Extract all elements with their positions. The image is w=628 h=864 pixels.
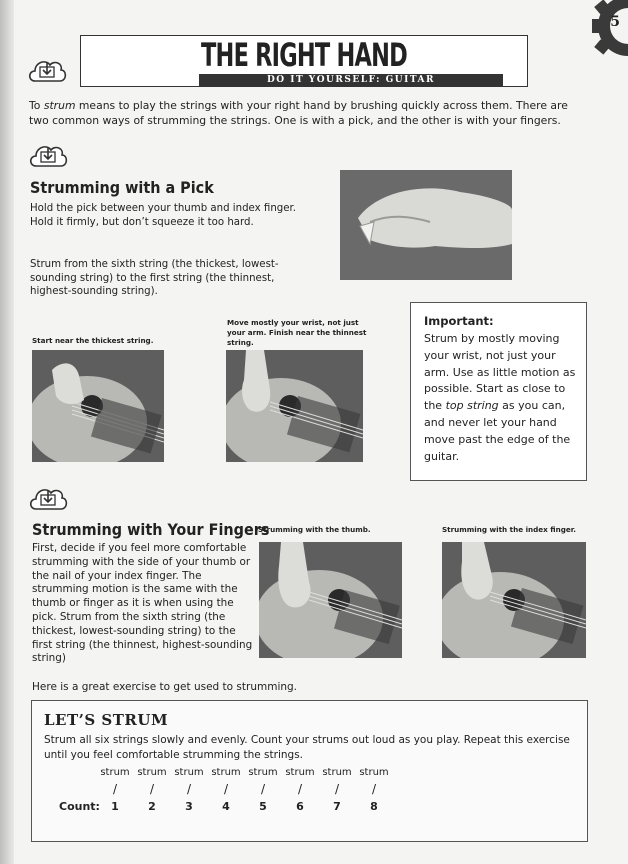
caption-move-wrist: Move mostly your wrist, not just your arm. Finish near the thinnest string.	[227, 318, 367, 347]
strum-label: strum	[174, 767, 204, 778]
strum-slash: /	[334, 782, 340, 796]
count-number: 5	[259, 800, 267, 813]
strum-finish-photo	[226, 350, 363, 462]
gear-icon	[582, 0, 628, 70]
strum-slash: /	[371, 782, 377, 796]
strum-label: strum	[137, 767, 167, 778]
count-number: 6	[296, 800, 304, 813]
strum-label: strum	[359, 767, 389, 778]
strum-label: strum	[248, 767, 278, 778]
strum-label: strum	[322, 767, 352, 778]
index-strum-photo	[442, 542, 586, 658]
download-cloud-icon[interactable]	[27, 480, 69, 514]
thumb-strum-photo	[259, 542, 402, 658]
count-number: 7	[333, 800, 341, 813]
pick-grip-photo	[340, 170, 512, 280]
intro-paragraph: To strum means to play the strings with your right hand by brushing quickly across them. There are two common ways of strumming the strings. One is with a pick, and the other is with your fingers.	[29, 99, 568, 127]
strum-term: strum	[43, 99, 76, 112]
book-subtitle: DO IT YOURSELF: GUITAR	[199, 74, 503, 86]
count-number: 2	[148, 800, 156, 813]
strum-slash: /	[297, 782, 303, 796]
chapter-title-box	[80, 35, 528, 87]
strum-label: strum	[100, 767, 130, 778]
exercise-intro: Here is a great exercise to get used to strumming.	[32, 681, 298, 693]
count-number: 3	[185, 800, 193, 813]
pick-instructions: Hold the pick between your thumb and index finger. Hold it firmly, but don’t squeeze it too hard.	[30, 203, 297, 228]
download-cloud-icon[interactable]	[26, 52, 68, 86]
chapter-title: THE RIGHT HAND	[201, 36, 407, 74]
important-note-box	[410, 302, 587, 481]
download-cloud-icon[interactable]	[27, 137, 69, 171]
lets-strum-exercise	[31, 700, 588, 842]
strum-slash: /	[260, 782, 266, 796]
strum-label: strum	[211, 767, 241, 778]
strum-slash: /	[149, 782, 155, 796]
count-number: 1	[111, 800, 119, 813]
count-number: 8	[370, 800, 378, 813]
fingers-section-heading: Strumming with Your Fingers	[32, 520, 270, 539]
caption-thumb: Strumming with the thumb.	[258, 525, 371, 534]
pick-section-heading: Strumming with a Pick	[30, 178, 214, 197]
strum-label: strum	[285, 767, 315, 778]
exercise-instructions: Strum all six strings slowly and evenly. Count your strums out loud as you play. Repeat this exercise until you feel comfortable strumming the strings.	[44, 734, 570, 761]
caption-start-thick-string: Start near the thickest string.	[32, 336, 154, 345]
strum-start-photo	[32, 350, 164, 462]
strum-slash: /	[223, 782, 229, 796]
caption-index-finger: Strumming with the index finger.	[442, 525, 577, 534]
important-text: Strum by mostly moving your wrist, not just your arm. Use as little motion as possible. Start as close to the top string as you can, and never let your hand move past the edge of the guitar.	[424, 332, 576, 463]
important-heading: Important:	[424, 314, 494, 328]
page-number: 5	[610, 14, 620, 30]
strum-slash: /	[186, 782, 192, 796]
pick-strum-direction: Strum from the sixth string (the thickest, lowest-sounding string) to the first string (the thinnest, highest-sounding string).	[30, 259, 279, 298]
strum-slash: /	[112, 782, 118, 796]
fingers-instructions: First, decide if you feel more comfortable strumming with the side of your thumb or the nail of your index finger. The strumming motion is the same with the thumb or finger as it is when using the pick. Strum from the sixth string (the thickest, lowest-sounding string) to the first string (the thinnest, highest-sounding string)	[32, 542, 253, 665]
count-number: 4	[222, 800, 230, 813]
page-spine-shadow	[0, 0, 14, 864]
count-label: Count:	[59, 800, 100, 813]
exercise-title: LET’S STRUM	[44, 711, 169, 729]
